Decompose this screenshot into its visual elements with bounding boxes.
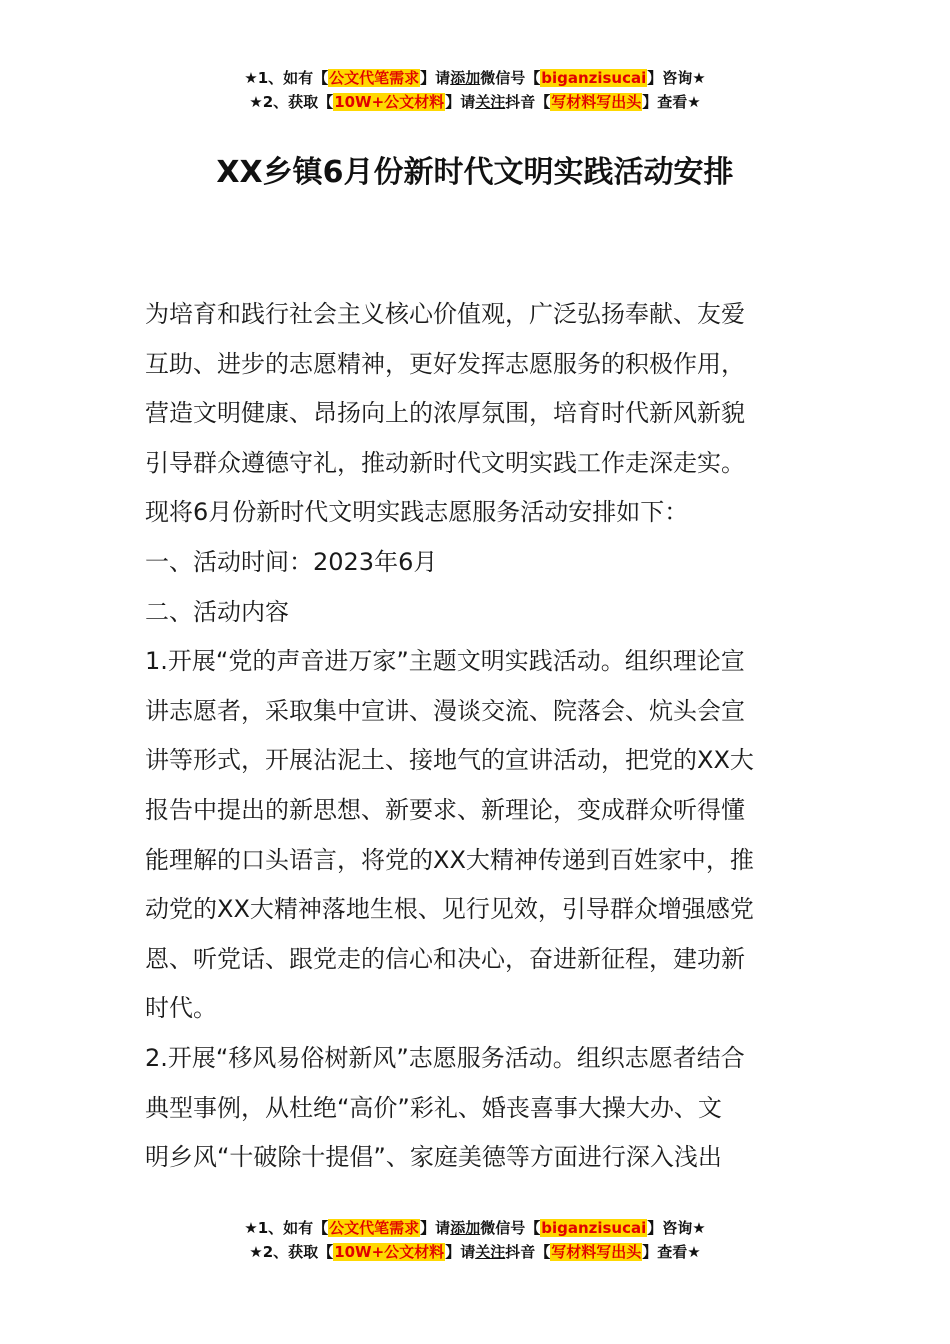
body-line: 时代。 — [145, 994, 217, 1023]
banner-line-2 — [0, 1240, 950, 1264]
banner-highlight: 10W+公文材料 — [334, 93, 445, 111]
banner-text: 抖音【 — [505, 93, 551, 111]
banner-text: 】请 — [445, 93, 476, 111]
banner-highlight: 写材料写出头 — [551, 93, 642, 111]
banner-text: 】咨询★ — [647, 1219, 706, 1237]
banner-text: ★1、如有【 — [244, 1219, 329, 1237]
banner-highlight: 公文代笔需求 — [329, 69, 420, 87]
banner-highlight: biganzisucai — [541, 69, 647, 87]
body-line: 动党的XX大精神落地生根、见行见效，引导群众增强感党 — [145, 895, 754, 924]
banner-text: 】查看★ — [642, 1243, 701, 1261]
banner-text: ★1、如有【 — [244, 69, 329, 87]
header-banner — [0, 66, 950, 114]
banner-text: 】查看★ — [642, 93, 701, 111]
banner-text: 抖音【 — [505, 1243, 551, 1261]
body-line: 讲等形式，开展沾泥土、接地气的宣讲活动，把党的XX大 — [145, 746, 754, 775]
document-title: XX乡镇6月份新时代文明实践活动安排 — [216, 155, 734, 190]
banner-highlight: 公文代笔需求 — [329, 1219, 420, 1237]
body-line: 能理解的口头语言，将党的XX大精神传递到百姓家中，推 — [145, 845, 754, 874]
body-line: 讲志愿者，采取集中宣讲、漫谈交流、院落会、炕头会宣 — [145, 696, 745, 725]
body-line: 现将6月份新时代文明实践志愿服务活动安排如下： — [145, 498, 689, 527]
banner-text: ★2、获取【 — [249, 1243, 334, 1261]
document-body — [145, 290, 815, 1183]
banner-highlight: 写材料写出头 — [551, 1243, 642, 1261]
body-line: 2.开展“移风易俗树新风”志愿服务活动。组织志愿者结合 — [145, 1043, 745, 1072]
banner-underline: 关注 — [475, 1243, 506, 1261]
banner-text: 微信号【 — [480, 69, 541, 87]
banner-line-2 — [0, 90, 950, 114]
banner-line-1 — [0, 66, 950, 90]
body-line: 二、活动内容 — [145, 597, 289, 626]
banner-underline: 添加 — [450, 1219, 481, 1237]
banner-text: 微信号【 — [480, 1219, 541, 1237]
body-line: 一、活动时间：2023年6月 — [145, 547, 438, 576]
body-line: 恩、听党话、跟党走的信心和决心，奋进新征程，建功新 — [145, 944, 745, 973]
banner-underline: 添加 — [450, 69, 481, 87]
banner-text: 】请 — [420, 1219, 451, 1237]
banner-text: 】咨询★ — [647, 69, 706, 87]
footer-banner — [0, 1216, 950, 1264]
banner-highlight: 10W+公文材料 — [334, 1243, 445, 1261]
banner-text: 】请 — [420, 69, 451, 87]
body-line: 为培育和践行社会主义核心价值观，广泛弘扬奉献、友爱 — [145, 300, 745, 328]
body-line: 1.开展“党的声音进万家”主题文明实践活动。组织理论宣 — [145, 647, 745, 676]
banner-text: ★2、获取【 — [249, 93, 334, 111]
body-line: 报告中提出的新思想、新要求、新理论，变成群众听得懂 — [145, 795, 745, 824]
banner-text: 】请 — [445, 1243, 476, 1261]
banner-highlight: biganzisucai — [541, 1219, 647, 1237]
body-line: 明乡风“十破除十提倡”、家庭美德等方面进行深入浅出 — [145, 1143, 722, 1172]
body-line: 典型事例，从杜绝“高价”彩礼、婚丧喜事大操大办、文 — [145, 1093, 722, 1122]
body-line: 引导群众遵德守礼，推动新时代文明实践工作走深走实。 — [145, 448, 745, 477]
banner-underline: 关注 — [475, 93, 506, 111]
body-line: 营造文明健康、昂扬向上的浓厚氛围，培育时代新风新貌 — [145, 399, 745, 428]
banner-line-1 — [0, 1216, 950, 1240]
body-line: 互助、进步的志愿精神，更好发挥志愿服务的积极作用， — [145, 349, 745, 378]
